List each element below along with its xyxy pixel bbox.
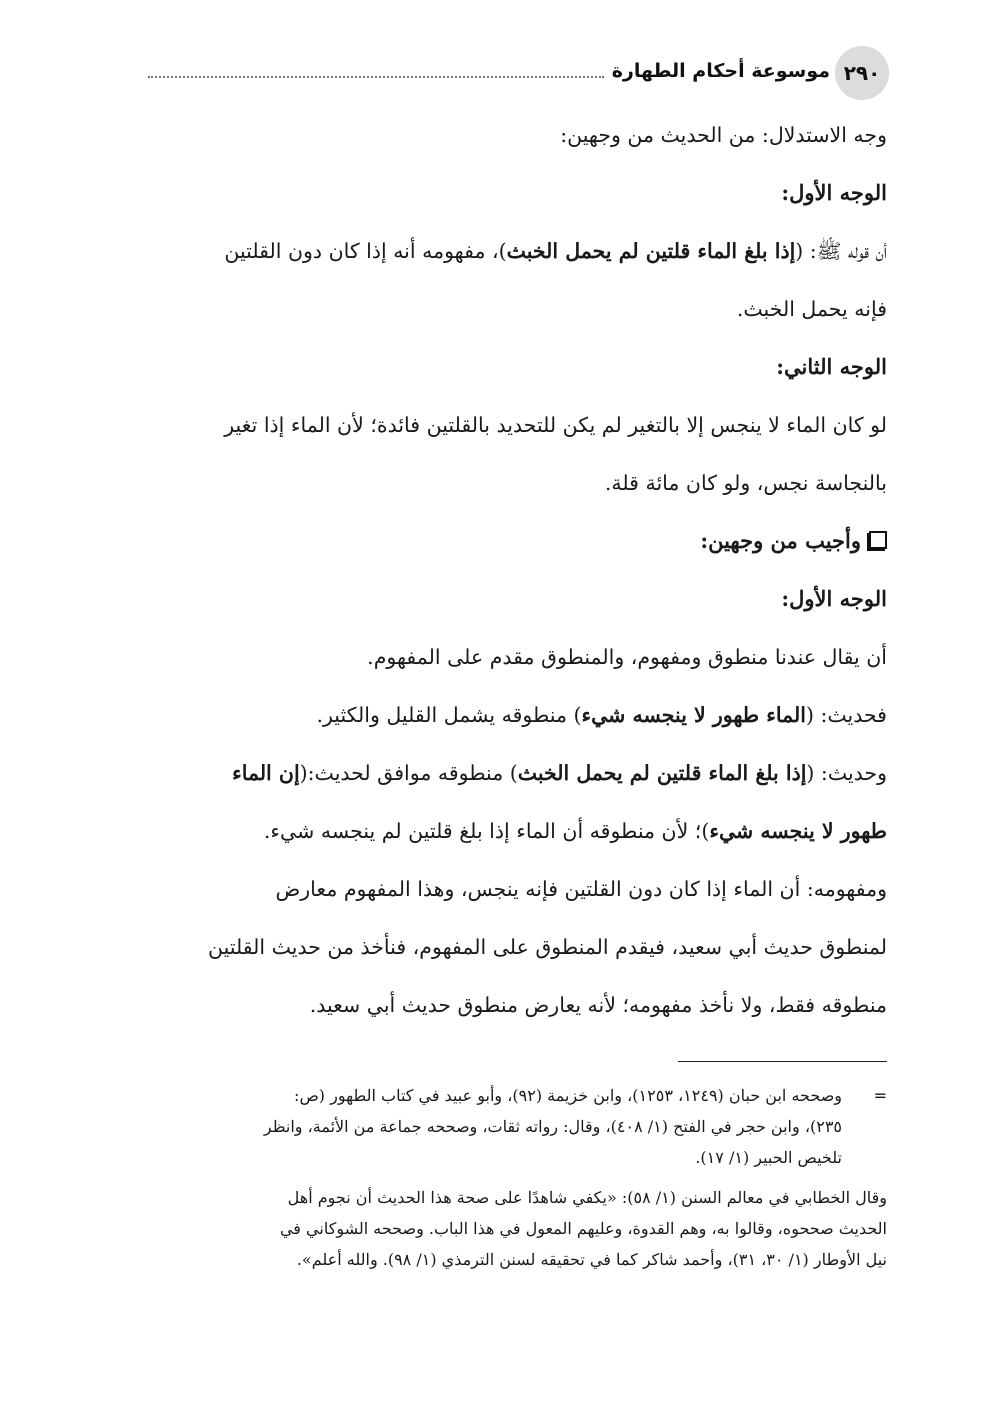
footnote-continued: = وصححه ابن حبان (١٢٤٩، ١٢٥٣)، وابن خزيمة (٩٢)، وأبو عبيد في كتاب الطهور (ص: ٢٣٥)، وابن حجر في الفتح (١/ ٤٠٨)، وقال: رواته ثقات، وصححه جماعة من الأئمة، وانظر تلخيص الحبير (١/ ١٧). [117,1080,887,1173]
line: أن قوله ﷺ: (إذا بلغ الماء قلتين لم يحمل الخبث)، مفهومه أنه إذا كان دون القلتين [224,239,887,263]
line: لو كان الماء لا ينجس إلا بالتغير لم يكن للتحديد بالقلتين فائدة؛ لأن الماء إذا تغير [224,413,887,437]
footnote-separator [678,1061,887,1062]
footnotes [117,1080,887,1275]
line: فإنه يحمل الخبث. [736,297,887,321]
hadith-quote: إذا بلغ الماء قلتين لم يحمل الخبث [506,239,796,263]
running-header [148,56,830,86]
heading-response: وأجيب من وجهين: [117,512,887,570]
continuation-mark: = [873,1086,887,1105]
paragraph-hadith-qullatayn: وحديث: (إذا بلغ الماء قلتين لم يحمل الخبث) منطوقه موافق لحديث:(إن الماء طهور لا ينجسه شيء)؛ لأن منطوقه أن الماء إذا بلغ قلتين لم ينجسه شيء. [232,761,887,843]
heading-first-aspect: الوجه الأول: [781,180,887,205]
line: منطوقه فقط، ولا نأخذ مفهومه؛ لأنه يعارض منطوق حديث أبي سعيد. [309,993,887,1017]
line: بالنجاسة نجس، ولو كان مائة قلة. [604,471,887,495]
heading-second-aspect: الوجه الثاني: [776,354,887,379]
hadith-quote: إذا بلغ الماء قلتين لم يحمل الخبث [517,761,807,785]
page-number-badge: ٢٩٠ [835,46,889,100]
heading-response-first-aspect: الوجه الأول: [781,586,887,611]
paragraph-hadith-tahur: فحديث: (الماء طهور لا ينجسه شيء) منطوقه يشمل القليل والكثير. [316,703,887,727]
paragraph-mantuq: أن يقال عندنا منطوق ومفهوم، والمنطوق مقدم على المفهوم. [367,645,887,669]
line: لمنطوق حديث أبي سعيد، فيقدم المنطوق على المفهوم، فنأخذ من حديث القلتين [208,935,887,959]
square-bullet-icon [869,531,887,549]
line: ومفهومه: أن الماء إذا كان دون القلتين فإنه ينجس، وهذا المفهوم معارض [275,877,887,901]
header-dotted-leader [148,76,604,78]
paragraph-mafhum [117,860,887,1034]
hadith-quote: إن الماء [232,761,300,785]
paragraph-first-aspect [117,222,887,338]
hadith-quote: طهور لا ينجسه شيء [709,819,887,843]
footnote-khattabi: وقال الخطابي في معالم السنن (١/ ٥٨): «يكفي شاهدًا على صحة هذا الحديث أن نجوم أهل الحديث صححوه، وقالوا به، وهم القدوة، وعليهم المعول في هذا الباب. وصححه الشوكاني في نيل الأوطار (١/ ٣٠، ٣١)، وأحمد شاكر كما في تحقيقه لسنن الترمذي (١/ ٩٨). والله أعلم». [279,1188,887,1269]
paragraph-second-aspect [117,396,887,512]
paragraph-evidence-intro: وجه الاستدلال: من الحديث من وجهين: [560,123,887,147]
hadith-quote: الماء طهور لا ينجسه شيء [581,703,806,727]
main-text [117,106,887,1034]
running-title: موسوعة أحكام الطهارة [611,60,830,82]
